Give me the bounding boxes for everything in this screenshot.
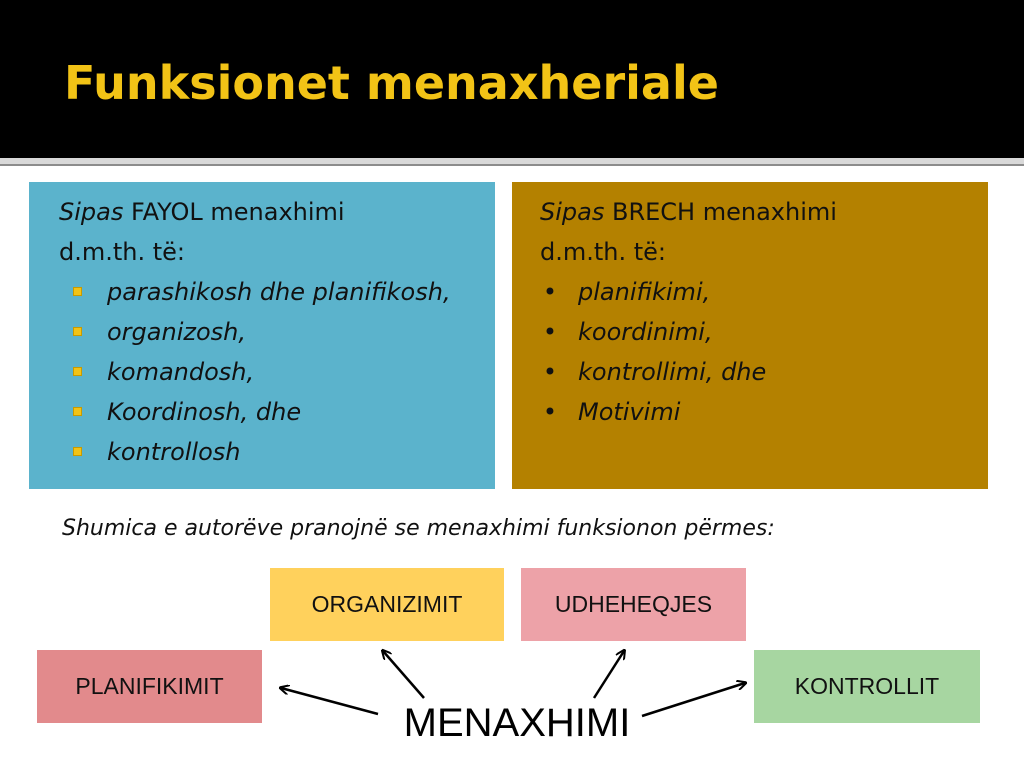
arrow-to-organizimit [383,651,424,698]
arrow-to-planifikimit [281,688,378,714]
function-kontrollit: KONTROLLIT [754,650,980,723]
dot-bullet-icon: • [542,318,558,346]
arrow-to-udheheqjes [594,651,624,698]
fayol-item-text: Koordinosh, dhe [107,398,302,426]
fayol-item-text: kontrollosh [107,438,241,466]
fayol-item-text: parashikosh dhe planifikosh, [107,278,451,306]
fayol-intro-rest: FAYOL menaxhimi [123,198,345,226]
brech-intro-rest: BRECH menaxhimi [604,198,837,226]
brech-item-text: Motivimi [578,398,681,426]
dot-bullet-icon: • [542,358,558,386]
brech-item-text: koordinimi, [578,318,713,346]
slide-title: Funksionet menaxheriale [64,56,719,110]
fayol-intro-italic: Sipas [59,198,124,226]
fayol-item-text: komandosh, [107,358,255,386]
brech-item-text: kontrollimi, dhe [578,358,767,386]
slide-content [0,166,1024,768]
function-udheheqjes: UDHEHEQJES [521,568,746,641]
title-band [0,0,1024,158]
fayol-item-text: organizosh, [107,318,246,346]
title-divider [0,158,1024,166]
menaxhimi-center-label: MENAXHIMI [403,701,631,745]
arrow-to-kontrollit [642,683,745,716]
fayol-intro-line2: d.m.th. të: [59,238,186,266]
dot-bullet-icon: • [542,398,558,426]
brech-item-text: planifikimi, [578,278,711,306]
dot-bullet-icon: • [542,278,558,306]
brech-intro-line2: d.m.th. të: [540,238,667,266]
function-planifikimit: PLANIFIKIMIT [37,650,262,723]
brech-intro-italic: Sipas [540,198,605,226]
statement-text: Shumica e autorëve pranojnë se menaxhimi funksionon përmes: [62,516,775,541]
function-organizimit: ORGANIZIMIT [270,568,504,641]
